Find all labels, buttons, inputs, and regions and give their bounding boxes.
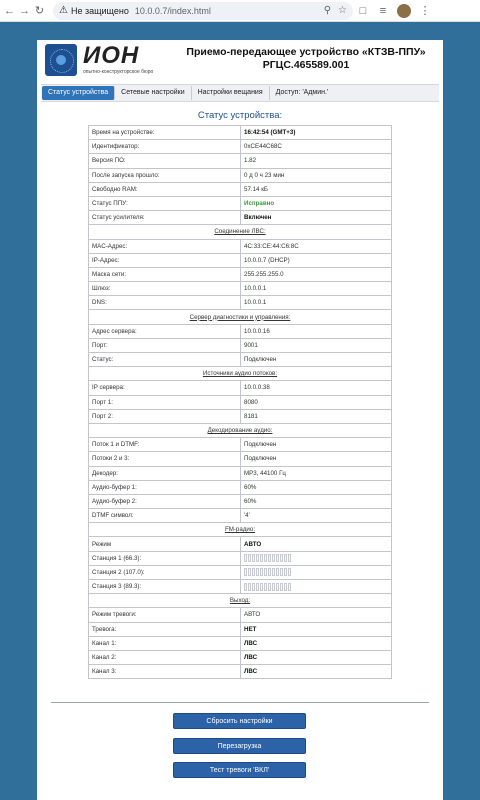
row-value: Включен [241, 211, 392, 225]
signal-bar-segment [248, 568, 251, 576]
signal-bar-segment [280, 583, 283, 591]
row-label: Тревога: [89, 622, 241, 636]
signal-bar-segment [268, 554, 271, 562]
tab-broadcast-settings[interactable]: Настройки вещания [192, 86, 270, 100]
section-title: Источники аудио потоков: [89, 367, 392, 381]
logo-text: ИОН [83, 42, 140, 69]
logo-subtext: опытно-конструкторское бюро [83, 69, 154, 75]
table-row [89, 636, 392, 650]
row-value: 60% [241, 480, 392, 494]
bookmark-star-icon[interactable]: ☆ [338, 5, 347, 16]
table-row [89, 239, 392, 253]
table-row [89, 381, 392, 395]
row-label: Станция 1 (66.3): [89, 551, 241, 565]
row-value: Подключен [241, 438, 392, 452]
tab-bar [41, 84, 439, 102]
table-row [89, 551, 392, 565]
signal-level-bars [244, 568, 291, 576]
row-value: 1.82 [241, 154, 392, 168]
table-row [89, 537, 392, 551]
table-row [89, 154, 392, 168]
table-row [89, 267, 392, 281]
row-value: АВТО [241, 537, 392, 551]
browser-toolbar [0, 0, 480, 22]
section-row [89, 523, 392, 537]
row-label: Канал 1: [89, 636, 241, 650]
table-row [89, 324, 392, 338]
row-label: DNS: [89, 296, 241, 310]
row-value: 57.14 кБ [241, 182, 392, 196]
row-value: 0xCE44C68C [241, 140, 392, 154]
section-title: Выход: [89, 594, 392, 608]
table-row [89, 622, 392, 636]
row-label: Версия ПО: [89, 154, 241, 168]
signal-bar-segment [272, 583, 275, 591]
signal-bar-segment [268, 583, 271, 591]
row-label: Аудио-буфер 2: [89, 494, 241, 508]
warning-icon[interactable]: ⚠ [59, 5, 68, 16]
tab-device-status[interactable]: Статус устройства [42, 86, 115, 100]
reboot-button[interactable]: Перезагрузка [173, 738, 306, 754]
signal-bar-segment [256, 568, 259, 576]
signal-bar-segment [252, 568, 255, 576]
url-text[interactable]: 10.0.0.7/index.html [134, 5, 211, 16]
signal-bar-segment [248, 583, 251, 591]
signal-bar-segment [252, 554, 255, 562]
signal-bar-segment [288, 568, 291, 576]
row-label: Шлюз: [89, 282, 241, 296]
row-value: Исправно [241, 196, 392, 210]
table-row [89, 282, 392, 296]
row-value: 60% [241, 494, 392, 508]
row-label: Время на устройстве: [89, 126, 241, 140]
section-title: Декодирование аудио: [89, 423, 392, 437]
row-value: Подключен [241, 353, 392, 367]
menu-dots-icon[interactable]: ⋮ [419, 5, 431, 17]
row-label: Маска сети: [89, 267, 241, 281]
reload-icon[interactable]: ↻ [34, 5, 45, 17]
company-logo [45, 44, 165, 80]
signal-bar-segment [256, 554, 259, 562]
table-row [89, 182, 392, 196]
row-value: MP3, 44100 Гц [241, 466, 392, 480]
signal-bar-segment [260, 568, 263, 576]
table-row [89, 211, 392, 225]
section-row [89, 225, 392, 239]
row-label: DTMF символ: [89, 509, 241, 523]
address-bar[interactable] [53, 2, 353, 20]
table-row [89, 608, 392, 622]
row-label: Порт 2: [89, 409, 241, 423]
signal-bar-segment [244, 583, 247, 591]
table-row [89, 168, 392, 182]
section-title: Сервер диагностики и управления: [89, 310, 392, 324]
row-value: 10.0.0.7 (DHCP) [241, 253, 392, 267]
signal-bar-segment [264, 568, 267, 576]
extensions-icon[interactable]: □ [359, 4, 367, 17]
signal-bar-segment [288, 583, 291, 591]
row-label: MAC-Адрес: [89, 239, 241, 253]
row-label: Режим [89, 537, 241, 551]
section-title: FM-радио: [89, 523, 392, 537]
signal-bar-segment [272, 554, 275, 562]
row-label: Статус: [89, 353, 241, 367]
row-value: НЕТ [241, 622, 392, 636]
row-value [241, 565, 392, 579]
signal-bar-segment [268, 568, 271, 576]
table-row [89, 126, 392, 140]
signal-level-bars [244, 554, 291, 562]
signal-bar-segment [248, 554, 251, 562]
row-value: 4C:33:CE:44:C6:8C [241, 239, 392, 253]
profile-avatar[interactable] [397, 4, 411, 18]
table-row [89, 580, 392, 594]
reset-settings-button[interactable]: Сбросить настройки [173, 713, 306, 729]
row-label: Аудио-буфер 1: [89, 480, 241, 494]
signal-level-bars [244, 583, 291, 591]
row-value: 8080 [241, 395, 392, 409]
row-label: Потоки 2 и 3: [89, 452, 241, 466]
section-title: Соединение ЛВС: [89, 225, 392, 239]
row-value: 9001 [241, 338, 392, 352]
row-label: Канал 3: [89, 665, 241, 679]
signal-bar-segment [260, 583, 263, 591]
signal-bar-segment [264, 554, 267, 562]
row-value: Подключен [241, 452, 392, 466]
table-row [89, 452, 392, 466]
signal-bar-segment [264, 583, 267, 591]
row-value [241, 580, 392, 594]
table-row [89, 409, 392, 423]
row-value: 0 д 0 ч 23 мин [241, 168, 392, 182]
row-label: Статус ППУ: [89, 196, 241, 210]
row-label: Идентификатор: [89, 140, 241, 154]
row-value: 10.0.0.16 [241, 324, 392, 338]
row-label: Режим тревоги: [89, 608, 241, 622]
row-label: Канал 2: [89, 650, 241, 664]
table-row [89, 665, 392, 679]
tab-access[interactable]: Доступ: 'Админ.' [275, 89, 329, 96]
row-value [241, 551, 392, 565]
table-row [89, 395, 392, 409]
status-heading: Статус устройства: [197, 110, 283, 121]
signal-bar-segment [284, 554, 287, 562]
row-label: Порт 1: [89, 395, 241, 409]
signal-bar-segment [276, 583, 279, 591]
row-label: Станция 2 (107.0): [89, 565, 241, 579]
table-row [89, 338, 392, 352]
signal-bar-segment [252, 583, 255, 591]
signal-bar-segment [284, 568, 287, 576]
row-value: ЛВС [241, 665, 392, 679]
zoom-icon[interactable]: ⚲ [323, 5, 332, 16]
signal-bar-segment [276, 568, 279, 576]
row-value: 10.0.0.38 [241, 381, 392, 395]
table-row [89, 494, 392, 508]
table-row [89, 196, 392, 210]
row-value: АВТО [241, 608, 392, 622]
signal-bar-segment [284, 583, 287, 591]
divider [51, 702, 429, 703]
table-row [89, 466, 392, 480]
device-title [172, 46, 440, 72]
table-row [89, 296, 392, 310]
table-row [89, 253, 392, 267]
row-label: Свободно RAM: [89, 182, 241, 196]
device-title-line1: Приемо-передающее устройство «КТЗВ-ППУ» [186, 46, 426, 58]
row-label: После запуска прошло: [89, 168, 241, 182]
row-value: ЛВС [241, 650, 392, 664]
section-row [89, 310, 392, 324]
signal-bar-segment [280, 554, 283, 562]
signal-bar-segment [272, 568, 275, 576]
row-label: Декодер: [89, 466, 241, 480]
row-label: Порт: [89, 338, 241, 352]
table-row [89, 140, 392, 154]
tab-network-settings[interactable]: Сетевые настройки [115, 86, 191, 100]
page-container [37, 40, 443, 800]
row-label: IP сервера: [89, 381, 241, 395]
row-value: 255.255.255.0 [241, 267, 392, 281]
row-label: Поток 1 и DTMF: [89, 438, 241, 452]
reading-list-icon[interactable]: ≡ [379, 4, 387, 17]
row-value: 10.0.0.1 [241, 282, 392, 296]
table-row [89, 565, 392, 579]
section-row [89, 423, 392, 437]
table-row [89, 509, 392, 523]
row-value: ЛВС [241, 636, 392, 650]
row-value: 10.0.0.1 [241, 296, 392, 310]
table-row [89, 353, 392, 367]
status-table [88, 125, 392, 679]
section-row [89, 367, 392, 381]
signal-bar-segment [244, 568, 247, 576]
back-arrow-icon[interactable]: ← [4, 4, 15, 17]
signal-bar-segment [260, 554, 263, 562]
table-row [89, 438, 392, 452]
alarm-test-button[interactable]: Тест тревоги 'ВКЛ' [173, 762, 306, 778]
signal-bar-segment [256, 583, 259, 591]
signal-bar-segment [276, 554, 279, 562]
row-value: 8181 [241, 409, 392, 423]
row-label: Станция 3 (89.3): [89, 580, 241, 594]
row-value: 16:42:54 (GMT+3) [241, 126, 392, 140]
signal-bar-segment [288, 554, 291, 562]
row-label: Статус усилителя: [89, 211, 241, 225]
signal-bar-segment [244, 554, 247, 562]
forward-arrow-icon[interactable]: → [19, 4, 30, 17]
row-label: IP-Адрес: [89, 253, 241, 267]
table-row [89, 650, 392, 664]
row-value: '4' [241, 509, 392, 523]
signal-bar-segment [280, 568, 283, 576]
row-label: Адрес сервера: [89, 324, 241, 338]
device-title-line2: РГЦС.465589.001 [262, 59, 350, 71]
page-header [37, 40, 443, 84]
security-label[interactable]: Не защищено [70, 5, 129, 16]
table-row [89, 480, 392, 494]
chip-logo-icon [45, 44, 77, 76]
section-row [89, 594, 392, 608]
